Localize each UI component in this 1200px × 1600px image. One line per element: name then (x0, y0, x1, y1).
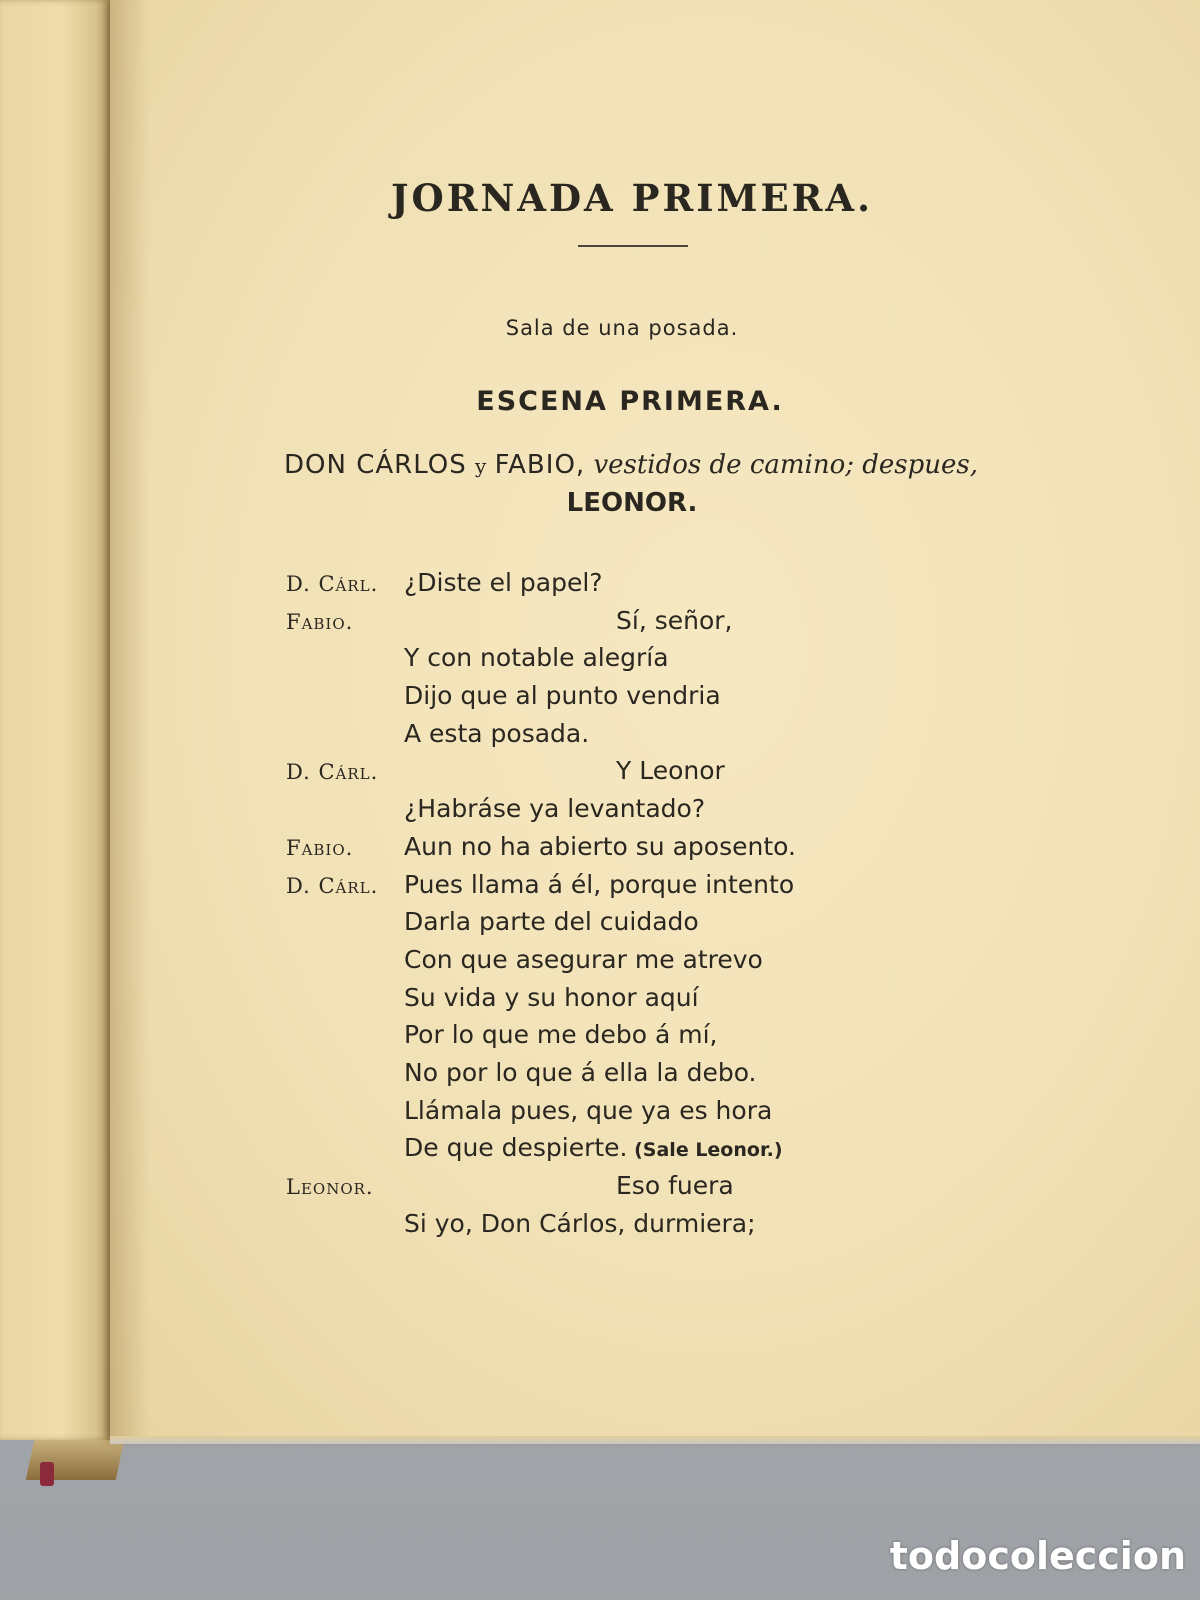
verse-line (286, 1020, 906, 1058)
verse-text (616, 1171, 734, 1200)
speaker-name: Fabio. (286, 609, 354, 634)
page-bottom-edge (110, 1436, 1200, 1444)
verse-text (404, 719, 589, 748)
verse-line (286, 945, 906, 983)
verse-words: Dijo que al punto vendria (404, 681, 721, 711)
act-title: JORNADA PRIMERA. (390, 176, 874, 220)
verse-words: Y con notable alegría (404, 643, 669, 673)
verse-line (286, 681, 906, 719)
ribbon-marker (40, 1462, 54, 1486)
verse-text (404, 832, 796, 861)
cast-stage-direction: vestidos de camino; despues, (593, 450, 979, 480)
verse-line (286, 1058, 906, 1096)
verse-words: Y Leonor (616, 756, 725, 786)
verse-line (286, 1209, 906, 1247)
verse-words: Darla parte del cuidado (404, 907, 699, 937)
verse-words: Sí, señor, (616, 605, 733, 635)
verse-text (404, 681, 721, 710)
verse-text (404, 983, 699, 1012)
verse-text (404, 643, 669, 672)
verse-line (286, 983, 906, 1021)
cast-name-fabio: FABIO, (494, 450, 586, 480)
verse-line (286, 832, 906, 870)
cast-list (284, 450, 978, 480)
scene-title: ESCENA PRIMERA. (476, 386, 784, 417)
verse-words: Si yo, Don Cárlos, durmiera; (404, 1208, 756, 1238)
verse-line (286, 719, 906, 757)
verse-text (616, 756, 725, 785)
verse-words: Pues llama á él, porque intento (404, 869, 795, 899)
dialogue-block (286, 568, 906, 1246)
verse-text (404, 907, 699, 936)
verse-words: Llámala pues, que ya es hora (404, 1095, 773, 1125)
setting-line: Sala de una posada. (505, 316, 739, 340)
verse-words: Con que asegurar me atrevo (404, 944, 763, 974)
speaker-name: Leonor. (286, 1175, 374, 1199)
verse-text (404, 1020, 718, 1049)
verse-line (286, 756, 906, 794)
speaker-name: D. Cárl. (286, 572, 379, 596)
verse-text (616, 606, 732, 635)
verse-words: Eso fuera (616, 1171, 734, 1200)
verse-words: ¿Habráse ya levantado? (404, 794, 706, 824)
verse-words: Por lo que me debo á mí, (404, 1020, 718, 1050)
verse-words: De que despierte. (404, 1133, 628, 1163)
stage-direction: (Sale Leonor.) (627, 1139, 783, 1162)
verse-text (404, 1096, 772, 1125)
verse-line (286, 1096, 906, 1134)
verse-line (286, 1133, 906, 1171)
verse-text (404, 794, 705, 823)
verse-text (404, 1058, 757, 1087)
verse-text (404, 1209, 756, 1238)
verse-line (286, 643, 906, 681)
verse-words: Su vida y su honor aquí (404, 982, 699, 1012)
title-rule (578, 245, 688, 247)
verse-line (286, 568, 906, 606)
cast-conjunction: y (475, 454, 487, 478)
verse-words: Aun no ha abierto su aposento. (404, 831, 796, 861)
verse-text (404, 945, 763, 974)
verse-words: No por lo que á ella la debo. (404, 1057, 757, 1087)
verse-line (286, 606, 906, 644)
verse-text (404, 870, 794, 899)
verse-words: A esta posada. (404, 718, 590, 748)
verse-line (286, 870, 906, 908)
verse-line (286, 1171, 906, 1209)
cast-name-leonor: LEONOR. (566, 488, 698, 518)
verse-text (404, 568, 603, 597)
verse-words: ¿Diste el papel? (404, 568, 603, 597)
verse-line (286, 907, 906, 945)
cast-name-carlos: DON CÁRLOS (284, 450, 467, 480)
speaker-name: Fabio. (286, 835, 354, 860)
watermark-logo: todocoleccion (889, 1534, 1186, 1578)
verse-line (286, 794, 906, 832)
verse-text (404, 1133, 783, 1162)
speaker-name: D. Cárl. (286, 760, 379, 785)
speaker-name: D. Cárl. (286, 873, 379, 898)
